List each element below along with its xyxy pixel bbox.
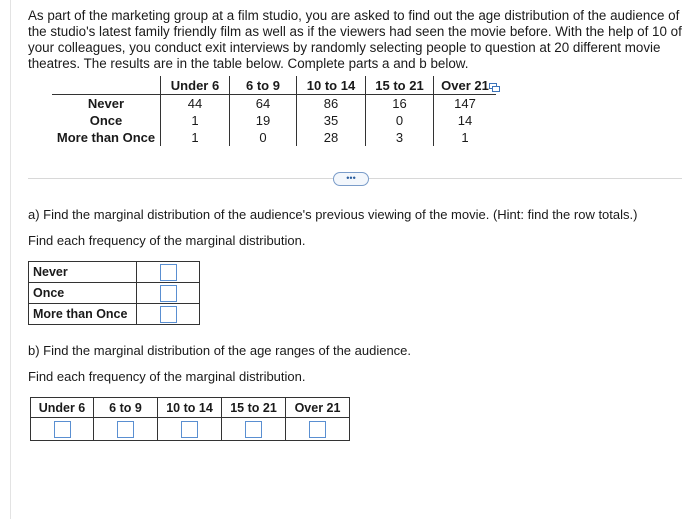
col-header-under-6: Under 6: [161, 76, 230, 95]
copy-table-icon[interactable]: [489, 83, 500, 92]
cell: 35: [297, 112, 366, 129]
cell: 44: [161, 95, 230, 113]
cell: 19: [230, 112, 297, 129]
answer-row: [29, 262, 200, 283]
part-b-answer-table: [30, 397, 350, 441]
answer-row: [29, 304, 200, 325]
answer-input-row: [31, 418, 350, 441]
answer-cell: [31, 418, 94, 441]
table-row: [52, 129, 496, 146]
col-header-6-to-9: 6 to 9: [230, 76, 297, 95]
answer-cell: [137, 262, 200, 283]
answer-col-over-21: Over 21: [286, 398, 350, 418]
answer-label-more-than-once: More than Once: [29, 304, 137, 325]
col-header-15-to-21: 15 to 21: [366, 76, 434, 95]
table-row: [52, 95, 496, 113]
answer-input-6-to-9[interactable]: [117, 421, 134, 438]
answer-col-6-to-9: 6 to 9: [94, 398, 158, 418]
part-b-question: b) Find the marginal distribution of the age ranges of the audience.: [28, 343, 412, 358]
answer-cell: [137, 304, 200, 325]
col-header-10-to-14: 10 to 14: [297, 76, 366, 95]
cell: 14: [457, 113, 473, 128]
corner-cell: [52, 76, 161, 95]
cell: 0: [230, 129, 297, 146]
cell: 1: [161, 112, 230, 129]
row-label-more-than-once: More than Once: [52, 129, 161, 146]
cell: 28: [297, 129, 366, 146]
row-label-never: Never: [52, 95, 161, 113]
cell: 86: [297, 95, 366, 113]
answer-cell: [137, 283, 200, 304]
cell: 147: [454, 96, 476, 111]
answer-header-row: [31, 398, 350, 418]
answer-cell: [94, 418, 158, 441]
cell: 1: [161, 129, 230, 146]
answer-cell: [222, 418, 286, 441]
cell: 16: [366, 95, 434, 113]
answer-input-more-than-once[interactable]: [160, 306, 177, 323]
col-header-over-21: Over 21: [434, 76, 497, 95]
table-header-row: [52, 76, 496, 95]
answer-input-never[interactable]: [160, 264, 177, 281]
cell: 1: [461, 130, 469, 145]
part-b-instruction: Find each frequency of the marginal distribution.: [28, 369, 306, 384]
answer-input-over-21[interactable]: [309, 421, 326, 438]
data-table: [52, 76, 496, 146]
row-label-once: Once: [52, 112, 161, 129]
answer-cell: [158, 418, 222, 441]
answer-label-once: Once: [29, 283, 137, 304]
expand-more-button[interactable]: •••: [333, 172, 369, 186]
part-a-question: a) Find the marginal distribution of the audience's previous viewing of the movie. (Hint: find the row totals.): [28, 207, 638, 222]
table-row: [52, 112, 496, 129]
answer-col-under-6: Under 6: [31, 398, 94, 418]
cell: 0: [366, 112, 434, 129]
answer-input-15-to-21[interactable]: [245, 421, 262, 438]
answer-row: [29, 283, 200, 304]
part-a-instruction: Find each frequency of the marginal distribution.: [28, 233, 306, 248]
answer-input-under-6[interactable]: [54, 421, 71, 438]
cell: 64: [230, 95, 297, 113]
answer-col-10-to-14: 10 to 14: [158, 398, 222, 418]
answer-cell: [286, 418, 350, 441]
answer-col-15-to-21: 15 to 21: [222, 398, 286, 418]
problem-intro: As part of the marketing group at a film studio, you are asked to find out the age distribution of the audience of the studio's latest family friendly film as well as if the viewers had seen the movie before. With the help of 10 of your colleagues, you conduct exit interviews by randomly selecting people to question at 20 different movie theatres. The results are in the table below. Complete parts a and b below.: [28, 8, 682, 71]
cell: 3: [366, 129, 434, 146]
answer-input-10-to-14[interactable]: [181, 421, 198, 438]
answer-input-once[interactable]: [160, 285, 177, 302]
answer-label-never: Never: [29, 262, 137, 283]
part-a-answer-table: [28, 261, 200, 325]
